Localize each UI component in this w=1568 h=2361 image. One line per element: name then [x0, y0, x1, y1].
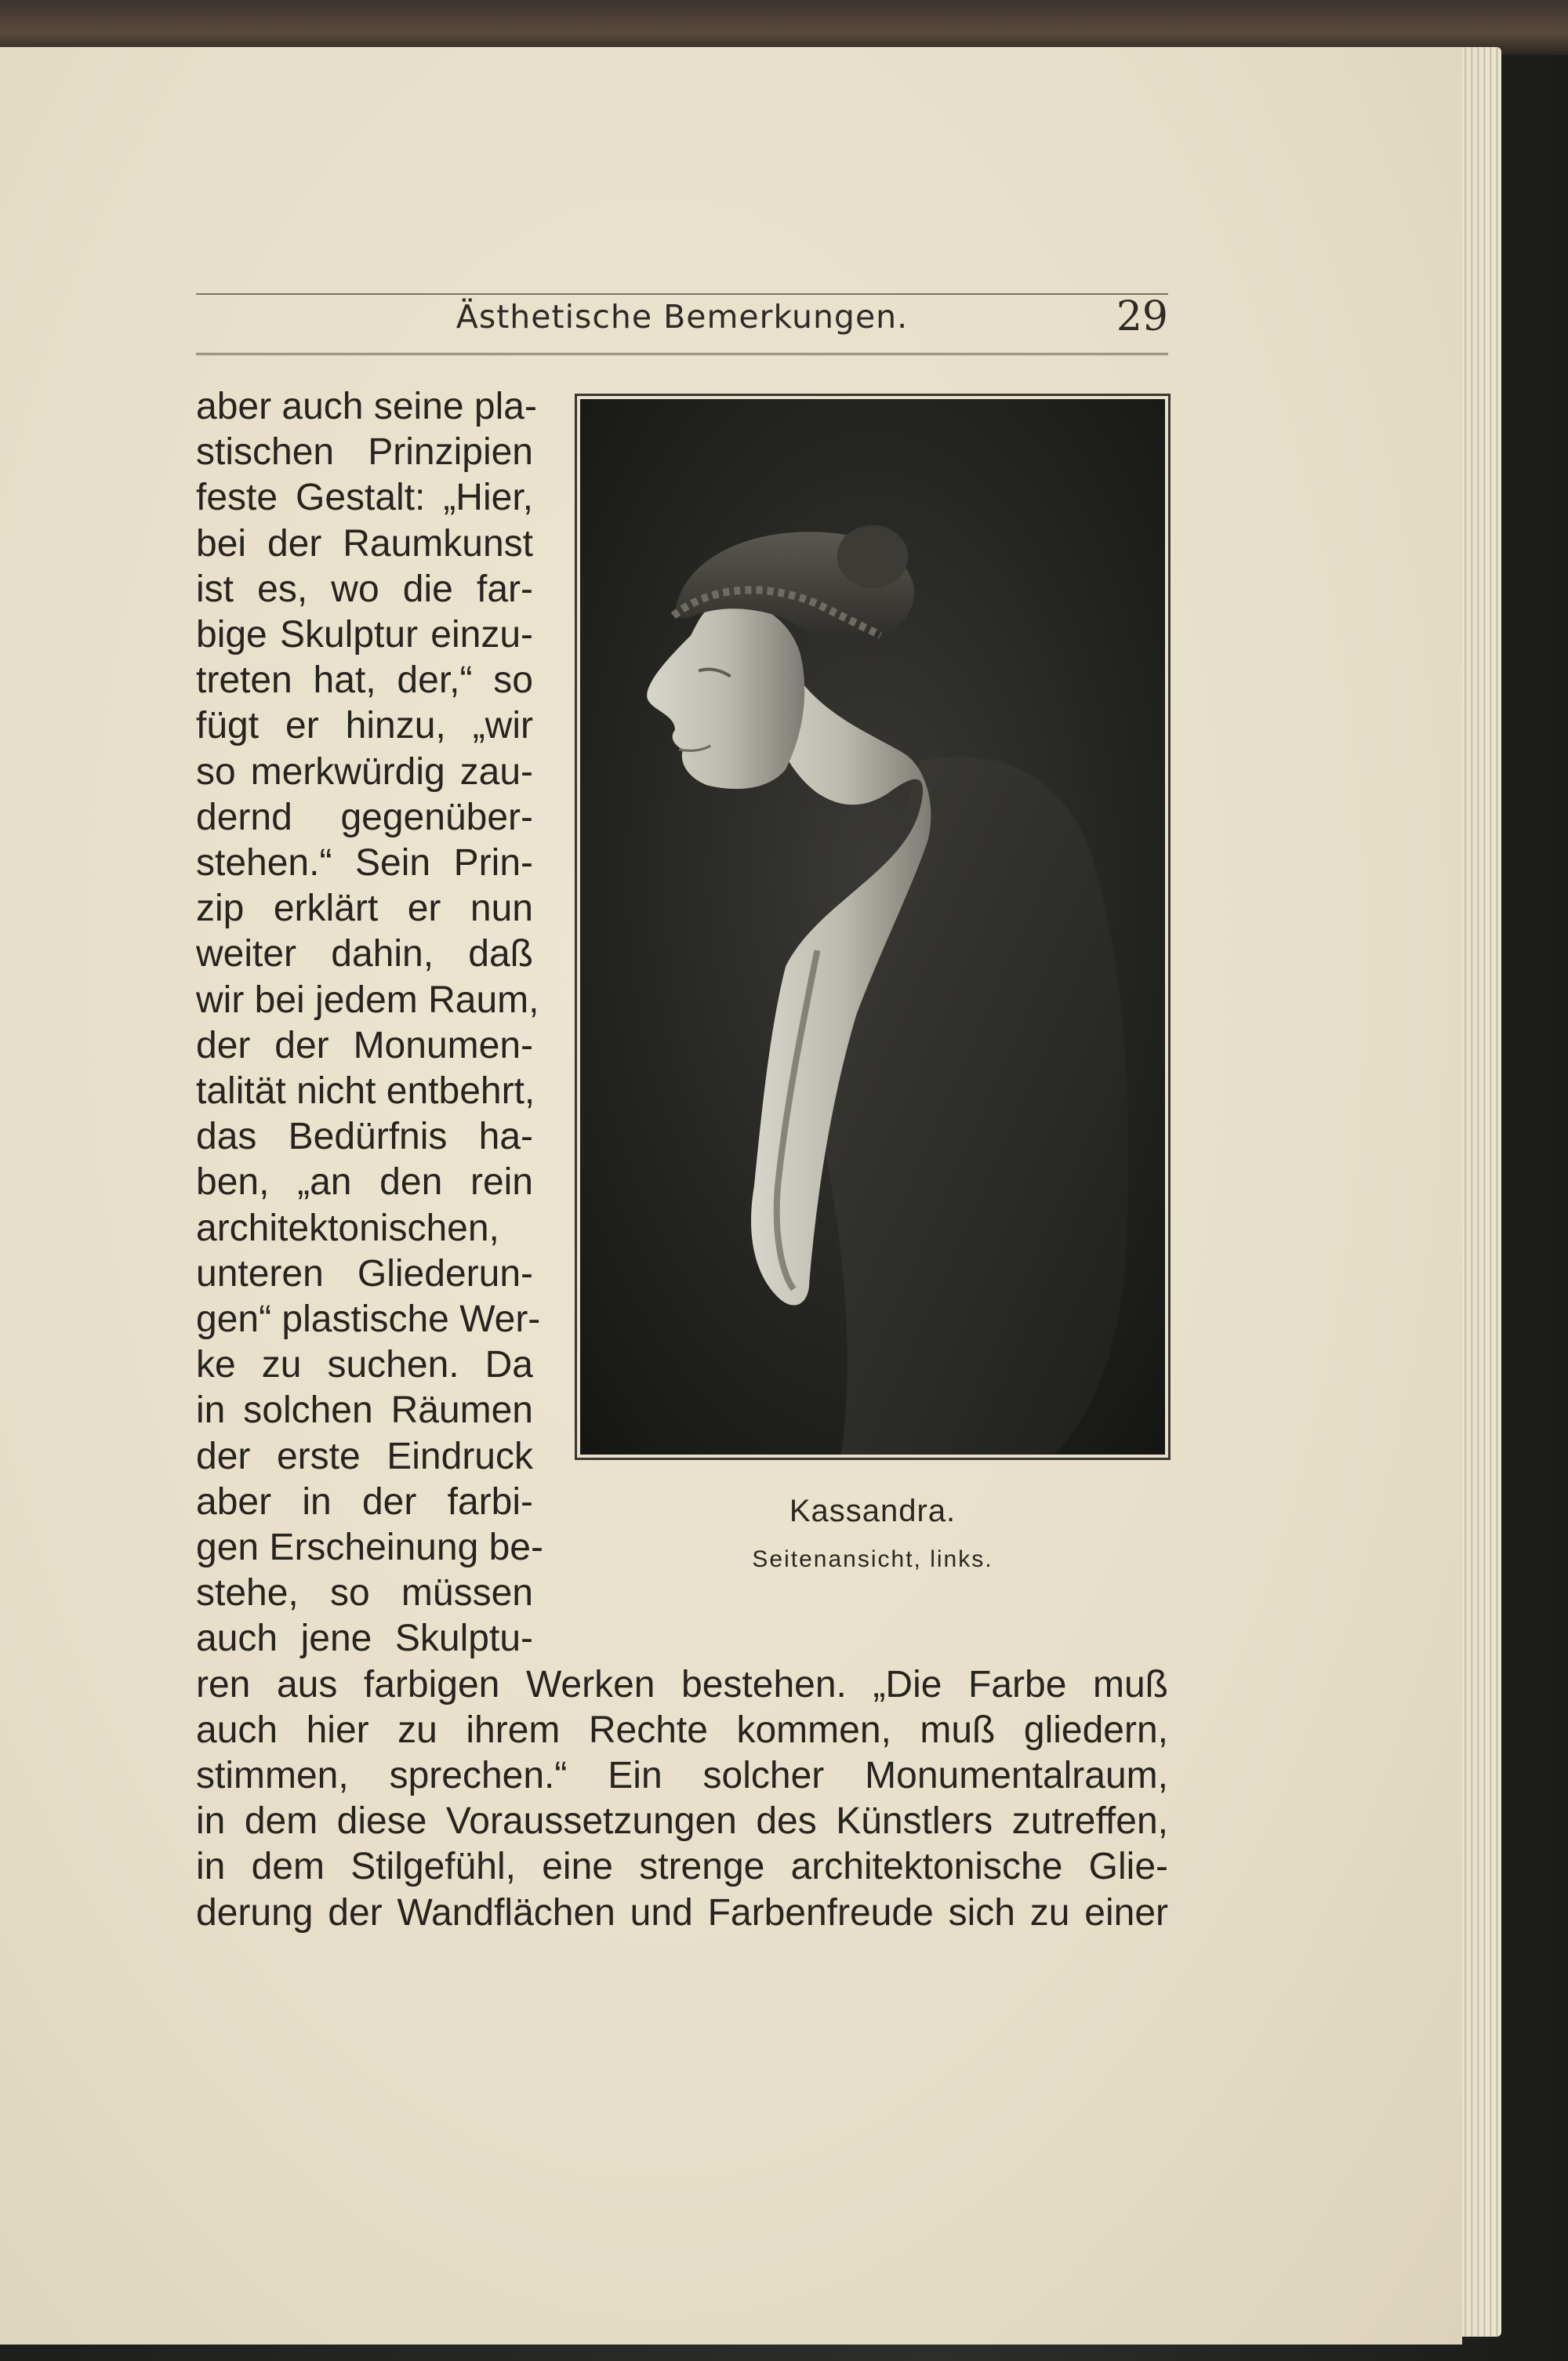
text-line: aber auch seine pla-: [196, 386, 537, 427]
text-line: bige Skulptur einzu-: [196, 614, 533, 656]
figure-caption-subtitle: Seitenansicht, links.: [752, 1546, 993, 1572]
text-line: bei der Raumkunst: [196, 522, 533, 565]
text-line: treten hat, der,“ so: [196, 659, 533, 702]
text-line: in dem Stilgefühl, eine strenge architektonische Glie-: [196, 1846, 1168, 1888]
text-line: auch jene Skulptu-: [196, 1618, 533, 1660]
text-line: stehe, so müssen: [196, 1572, 533, 1615]
text-line: das Bedürfnis ha-: [196, 1116, 533, 1158]
text-line: ke zu suchen. Da: [196, 1344, 533, 1386]
text-line: stimmen, sprechen.“ Ein solcher Monumentalraum,: [196, 1755, 1168, 1796]
text-line: feste Gestalt: „Hier,: [196, 477, 533, 519]
text-line: auch hier zu ihrem Rechte kommen, muß gliedern,: [196, 1709, 1168, 1751]
text-line: der erste Eindruck: [196, 1435, 533, 1477]
text-line: gen“ plastische Wer-: [196, 1299, 541, 1340]
running-head: [196, 293, 1168, 353]
header-top-rule: [196, 293, 1168, 295]
text-line: talität nicht entbehrt,: [196, 1070, 535, 1112]
page-number: 29: [1116, 293, 1168, 340]
text-line: so merkwürdig zau-: [196, 750, 533, 793]
text-line: unteren Gliederun-: [196, 1252, 533, 1295]
kassandra-statue-photo: [580, 399, 1165, 1455]
text-line: weiter dahin, daß: [196, 933, 533, 975]
text-line: stehen.“ Sein Prin-: [196, 842, 533, 884]
text-line: gen Erscheinung be-: [196, 1527, 543, 1568]
text-line: derung der Wandflächen und Farbenfreude sich zu einer: [196, 1891, 1168, 1934]
text-line: stischen Prinzipien: [196, 431, 533, 474]
text-line: zip erklärt er nun: [196, 888, 533, 930]
text-line: wir bei jedem Raum,: [196, 979, 539, 1021]
text-line: ren aus farbigen Werken bestehen. „Die Farbe muß: [196, 1663, 1168, 1705]
text-line: aber in der farbi-: [196, 1480, 533, 1523]
text-line: ist es, wo die far-: [196, 568, 533, 610]
text-line: fügt er hinzu, „wir: [196, 705, 533, 747]
text-line: architektonischen,: [196, 1207, 499, 1249]
text-line: in solchen Räumen: [196, 1389, 533, 1432]
figure-photo-frame: [575, 394, 1171, 1460]
text-line: dernd gegenüber-: [196, 796, 533, 838]
text-line: ben, „an den rein: [196, 1161, 533, 1204]
running-title: Ästhetische Bemerkungen.: [456, 298, 909, 336]
header-bottom-rule: [196, 353, 1168, 358]
text-line: in dem diese Voraussetzungen des Künstlers zutreffen,: [196, 1800, 1168, 1843]
text-line: der der Monumen-: [196, 1024, 533, 1066]
figure-caption-title: Kassandra.: [789, 1494, 956, 1528]
